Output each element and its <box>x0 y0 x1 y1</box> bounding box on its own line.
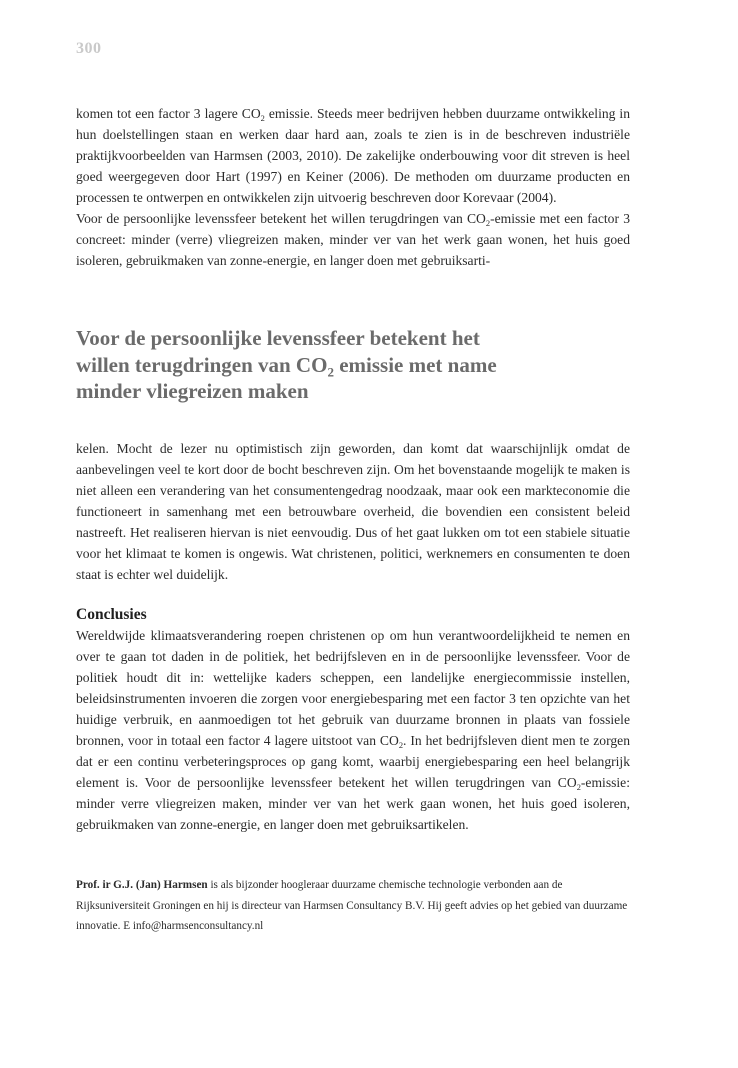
paragraph: Wereldwijde klimaatsverandering roepen christenen op om hun verantwoordelijkheid te nemen en over te gaan tot daden in de politiek, het bedrijfsleven en in de persoonlijke levenssfeer. Voor de politiek houdt dit in: wettelijke kaders scheppen, een landelijke energiecommissie instellen, beleidsinstrumenten invoeren die zorgen voor energiebesparing met een factor 3 ten opzichte van het huidige verbruik, en aanmoedigen tot het gebruik van duurzame bronnen in plaats van fossiele bronnen, voor in totaal een factor 4 lagere uitstoot van $CO_2$. In het bedrijfsleven dient men te zorgen dat er een continu verbeteringsproces op gang komt, waarbij energiebesparing een heel belangrijk element is. Voor de persoonlijke levenssfeer betekent het willen terugdringen van $CO_2$-emissie: minder verre vliegreizen maken, minder ver van het werk gaan wonen, het huis goed isoleren, gebruikmaken van zonne-energie, en langer doen met gebruiksartikelen. <box>76 628 631 832</box>
pull-quote: Voor de persoonlijke levenssfeer betekent het willen terugdringen van $CO_2$ emissie met name minder vliegreizen maken <box>76 326 497 403</box>
body-text-block-1 <box>76 103 630 271</box>
author-bio: Prof. ir G.J. (Jan) Harmsen is als bijzonder hoogleraar duurzame chemische technologie verbonden aan de Rijksuniversiteit Groningen en hij is directeur van Harmsen Consultancy B.V. Hij geeft advies op het gebied van duurzame innovatie. E info@harmsenconsultancy.nl <box>76 879 628 932</box>
conclusions-section <box>76 604 630 835</box>
section-heading: Conclusies <box>76 606 147 623</box>
author-name: Prof. ir G.J. (Jan) Harmsen <box>76 879 208 891</box>
paragraph: Voor de persoonlijke levenssfeer betekent het willen terugdringen van $CO_2$-emissie met een factor 3 concreet: minder (verre) vliegreizen maken, minder ver van het werk gaan wonen, het huis goed isoleren, gebruikmaken van zonne-energie, en langer doen met gebruiksarti- <box>76 211 630 268</box>
page-number: 300 <box>76 40 102 57</box>
paragraph: komen tot een factor 3 lagere $CO_2$ emissie. Steeds meer bedrijven hebben duurzame ontwikkeling in hun doelstellingen staan en werken daar hard aan, zoals te zien is in de beschreven industriële praktijkvoorbeelden van Harmsen (2003, 2010). De zakelijke onderbouwing voor dit streven is heel goed weergegeven door Hart (1997) en Keiner (2006). De methoden om duurzame producten en processen te ontwerpen en ontwikkelen zijn uitvoerig beschreven door Korevaar (2004). <box>76 106 631 205</box>
body-text-block-2 <box>76 438 630 585</box>
paragraph: kelen. Mocht de lezer nu optimistisch zijn geworden, dan komt dat waarschijnlijk omdat de aanbevelingen veel te kort door de bocht beschreven zijn. Om het bovenstaande mogelijk te maken is niet alleen een verandering van het consumentengedrag noodzaak, maar ook een markteconomie die functioneert in samenhang met een betrouwbare overheid, die bovendien een consistent beleid nastreeft. Het realiseren hiervan is niet eenvoudig. Dus of het gaat lukken om tot een stabiele situatie voor het klimaat te komen is ongewis. Wat christenen, politici, werknemers en consumenten te doen staat is echter wel duidelijk. <box>76 441 630 582</box>
